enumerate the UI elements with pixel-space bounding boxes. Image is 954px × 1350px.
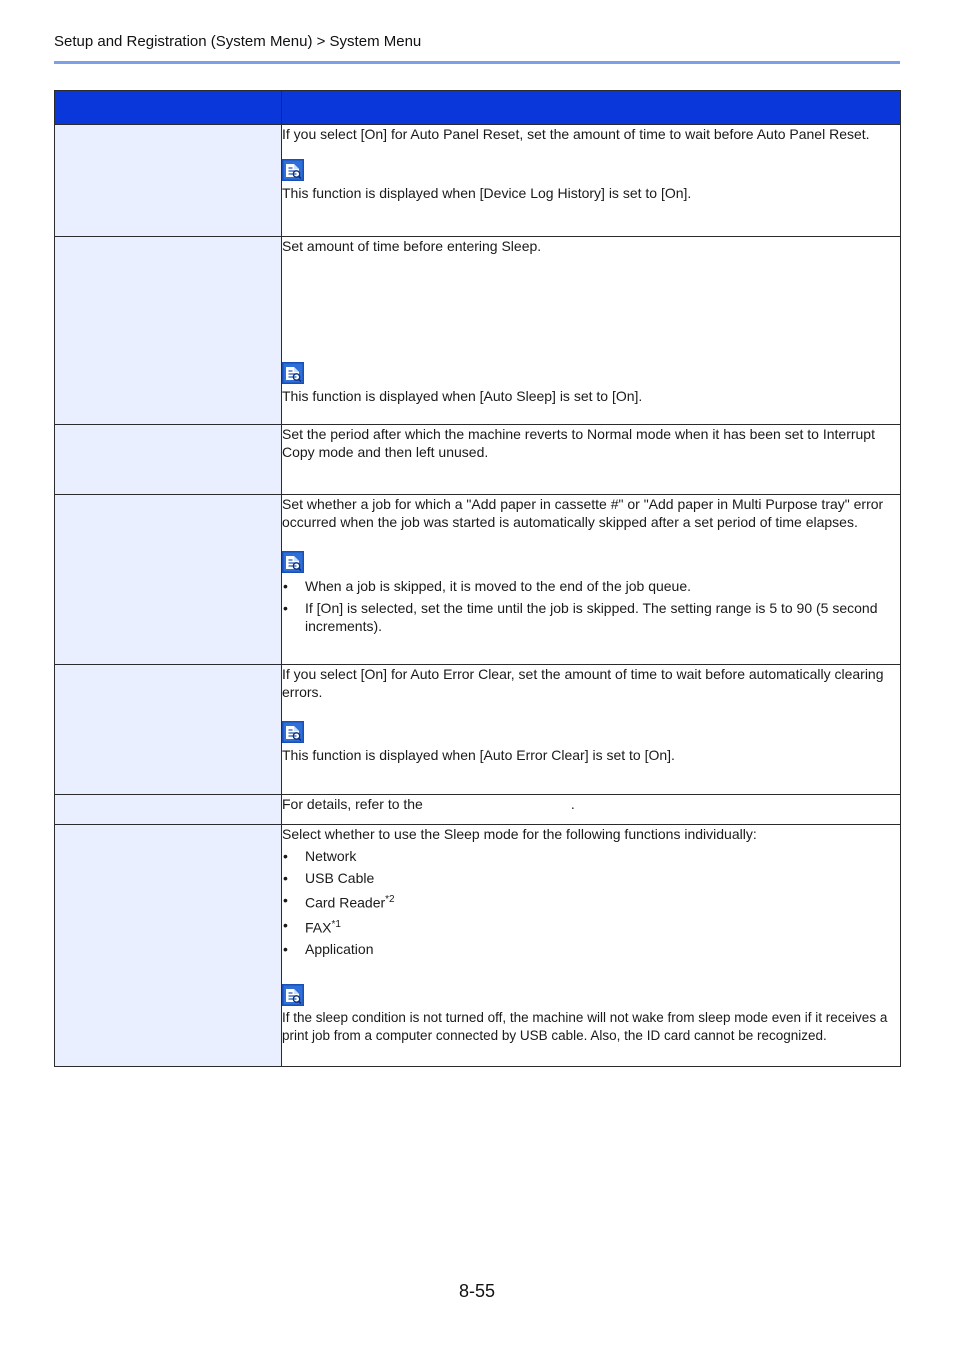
- item-cell: [55, 825, 282, 1067]
- table-header-row: [55, 91, 901, 125]
- note-bullet: • If [On] is selected, set the time until the job is skipped. The setting range is 5 to 90 (5 second increments).: [282, 599, 900, 635]
- note-text: This function is displayed when [Device Log History] is set to [On].: [282, 185, 692, 201]
- item-cell: [55, 425, 282, 495]
- note-icon: [282, 551, 304, 573]
- description-text: Set the period after which the machine reverts to Normal mode when it has been set to Interrupt Copy mode and then left unused.: [282, 426, 875, 460]
- description-text: Set whether a job for which a "Add paper in cassette #" or "Add paper in Multi Purpose tray" error occurred when the job was started is automatically skipped after a set period of time elapses.: [282, 496, 884, 530]
- table-row: [55, 425, 901, 495]
- header-item-cell: [55, 91, 282, 125]
- item-cell: [55, 495, 282, 665]
- table-row: [55, 125, 901, 237]
- table-row: [55, 665, 901, 795]
- description-cell: [282, 125, 901, 237]
- note-icon: [282, 159, 304, 181]
- reference-suffix: .: [570, 796, 575, 812]
- table-row: [55, 795, 901, 825]
- function-list: [282, 847, 900, 958]
- table-row: [55, 825, 901, 1067]
- settings-table: [54, 90, 901, 1067]
- breadcrumb: Setup and Registration (System Menu) > System Menu: [54, 33, 422, 50]
- note-text: If the sleep condition is not turned off, the machine will not wake from sleep mode even if it receives a print job from a computer connected by USB cable. Also, the ID card cannot be recognized.: [282, 1010, 888, 1044]
- header-description-cell: [282, 91, 901, 125]
- function-item: • Application: [282, 940, 900, 958]
- table-row: [55, 237, 901, 425]
- description-cell: [282, 237, 901, 425]
- note-text: This function is displayed when [Auto Sleep] is set to [On].: [282, 388, 643, 404]
- description-cell: [282, 825, 901, 1067]
- description-cell: [282, 795, 901, 825]
- note-icon: [282, 362, 304, 384]
- description-text: Set amount of time before entering Sleep.: [282, 238, 542, 254]
- note-icon: [282, 721, 304, 743]
- function-item: • Card Reader$^{*2}$: [282, 891, 900, 912]
- description-cell: [282, 665, 901, 795]
- reference-prefix: For details, refer to the: [282, 796, 423, 812]
- note-bullet: • When a job is skipped, it is moved to the end of the job queue.: [282, 577, 900, 595]
- header-rule: [54, 61, 900, 64]
- item-cell: [55, 237, 282, 425]
- description-text: If you select [On] for Auto Error Clear, set the amount of time to wait before automatically clearing errors.: [282, 666, 884, 700]
- footnote-marker: *1: [331, 918, 341, 930]
- note-text: This function is displayed when [Auto Error Clear] is set to [On].: [282, 747, 675, 763]
- function-item: • FAX$^{*1}$: [282, 916, 900, 937]
- note-icon: [282, 984, 304, 1006]
- footnote-marker: *2: [385, 894, 395, 905]
- description-text: Select whether to use the Sleep mode for the following functions individually:: [282, 826, 757, 842]
- item-cell: [55, 665, 282, 795]
- page-number: 8-55: [458, 1281, 496, 1301]
- table-row: [55, 495, 901, 665]
- item-cell: [55, 795, 282, 825]
- description-cell: [282, 425, 901, 495]
- note-bullet-list: [282, 577, 900, 635]
- item-cell: [55, 125, 282, 237]
- function-item: • Network: [282, 847, 900, 865]
- function-item: • USB Cable: [282, 869, 900, 887]
- description-text: If you select [On] for Auto Panel Reset, set the amount of time to wait before Auto Panel Reset.: [282, 126, 870, 142]
- description-cell: [282, 495, 901, 665]
